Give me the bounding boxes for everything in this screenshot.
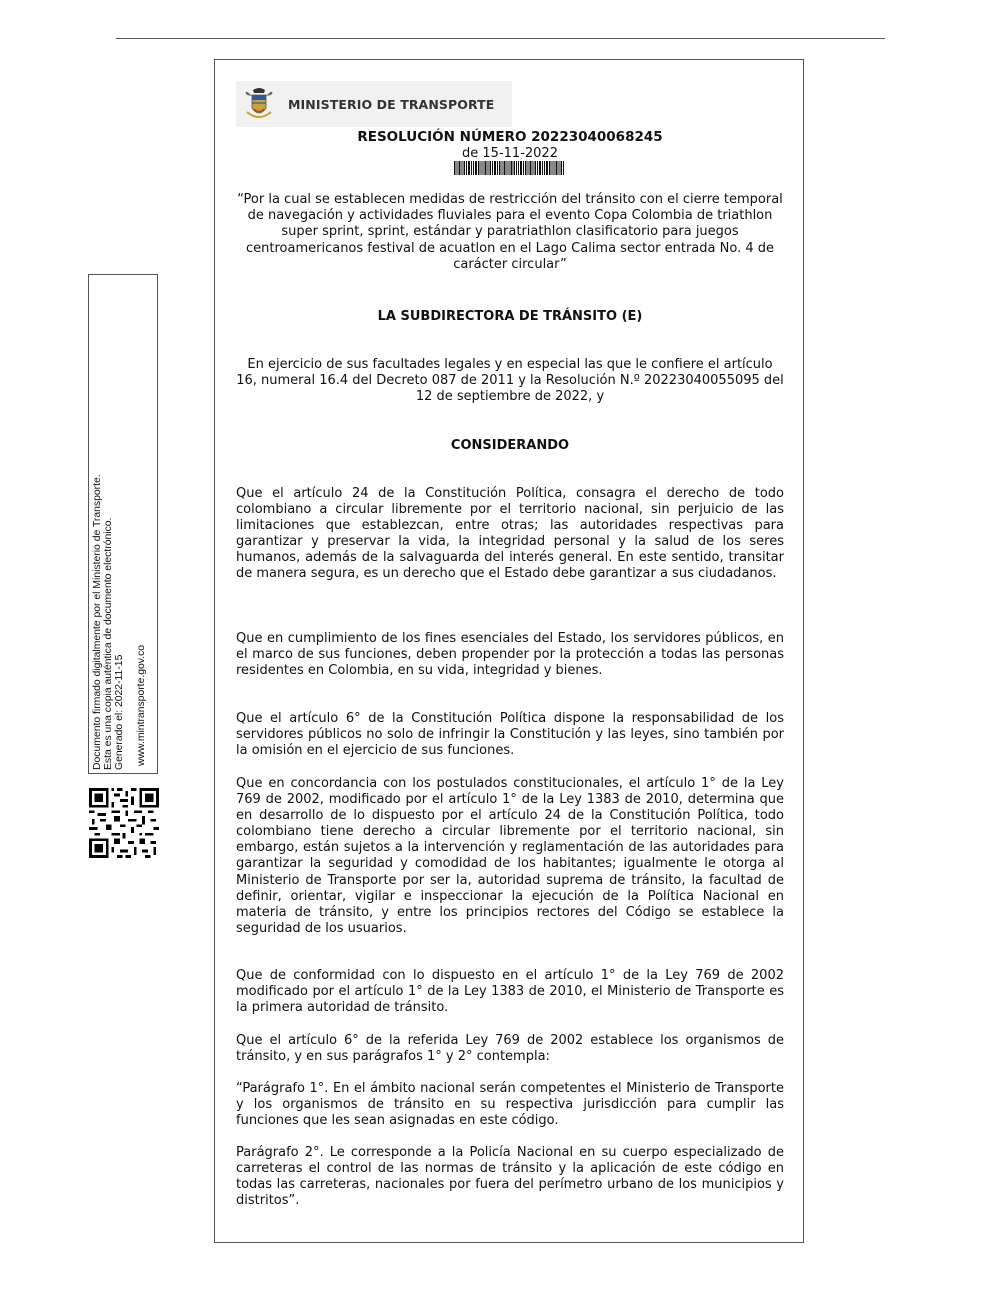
ministry-name: MINISTERIO DE TRANSPORTE — [288, 96, 495, 112]
considerando-heading: CONSIDERANDO — [450, 438, 570, 453]
qr-code-icon — [89, 788, 159, 858]
paragraph-6: Que el artículo 6° de la referida Ley 769 de 2002 establece los organismos de tránsito, y en sus parágrafos 1° y 2° contempla: — [236, 1033, 784, 1065]
ministry-header — [236, 81, 512, 127]
authority-heading: LA SUBDIRECTORA DE TRÁNSITO (E) — [377, 309, 643, 324]
barcode-icon — [454, 161, 564, 175]
paragraph-4: Que en concordancia con los postulados constitucionales, el artículo 1° de la Ley 769 de 2002, modificado por el artículo 1° de la Ley 1383 de 2010, determina que en desarrollo de lo dispuesto por el artículo 24 de la Constitución Política, todo colombiano tiene derecho a circular libremente por el territorio nacional, sin embargo, están sujetos a la intervención y reglamentación de las autoridades para garantizar la seguridad y comodidad de los habitantes; igualmente le otorga al Ministerio de Transporte por ser la, autoridad suprema de tránsito, la facultad de definir, orientar, vigilar e inspeccionar la ejecución de la Política Nacional en materia de tránsito, y entre los principios rectores del Código se establece la seguridad de los usuarios. — [236, 776, 784, 936]
paragraph-5: Que de conformidad con lo dispuesto en el artículo 1° de la Ley 769 de 2002 modificado por el artículo 1° de la Ley 1383 de 2010, el Ministerio de Transporte es la primera autoridad de tránsito. — [236, 968, 784, 1016]
paragraph-3: Que el artículo 6° de la Constitución Política dispone la responsabilidad de los servidores públicos no solo de infringir la Constitución y las leyes, sino también por la omisión en el ejercicio de sus funciones. — [236, 711, 784, 759]
paragraph-7: “Parágrafo 1°. En el ámbito nacional serán competentes el Ministerio de Transporte y los organismos de tránsito en su respectiva jurisdicción para cumplir las funciones que les sean asignadas en este código. — [236, 1081, 784, 1129]
signature-line-3: Generado el: 2022-11-15 — [114, 654, 126, 770]
colombia-coat-of-arms-icon — [244, 86, 274, 122]
paragraph-2: Que en cumplimiento de los fines esenciales del Estado, los servidores públicos, en el marco de sus funciones, deben propender por la protección a todas las personas residentes en Colombia, en su vida, integridad y bienes. — [236, 631, 784, 679]
resolution-subject: “Por la cual se establecen medidas de restricción del tránsito con el cierre temporal de navegación y actividades fluviales para el evento Copa Colombia de triathlon super sprint, sprint, estándar y paratriathlon clasificatorio para juegos centroamericanos festival de acuatlon en el Lago Calima sector entrada No. 4 de carácter circular” — [237, 192, 783, 272]
signature-notice — [92, 474, 126, 770]
resolution-number: RESOLUCIÓN NÚMERO 20223040068245 — [357, 129, 663, 145]
resolution-date: de 15-11-2022 — [462, 146, 558, 161]
signature-line-2: Esta es una copia auténtica de documento electrónico. — [103, 517, 115, 770]
paragraph-1: Que el artículo 24 de la Constitución Política, consagra el derecho de todo colombiano a circular libremente por el territorio nacional, sin perjuicio de las limitaciones que establezcan, entre otras; las autoridades respectivas para garantizar y preservar la vida, la integridad personal y la salud de los seres humanos, además de la salvaguarda del interés general. En este sentido, transitar de manera segura, es un derecho que el Estado debe garantizar a sus ciudadanos. — [236, 486, 784, 582]
paragraph-8: Parágrafo 2°. Le corresponde a la Policía Nacional en su cuerpo especializado de carreteras el control de las normas de tránsito y la aplicación de este código en todas las carreteras, nacionales por fuera del perímetro urbano de los municipios y distritos”. — [236, 1145, 784, 1209]
signature-line-1: Documento firmado digitalmente por el Ministerio de Transporte. — [92, 474, 103, 770]
faculties-text: En ejercicio de sus facultades legales y en especial las que le confiere el artículo 16, numeral 16.4 del Decreto 087 de 2011 y la Resolución N.º 20223040055095 del 12 de septiembre de 2022, y — [236, 357, 784, 405]
top-divider — [116, 38, 885, 39]
ministry-url[interactable]: www.mintransporte.gov.co — [136, 644, 147, 766]
